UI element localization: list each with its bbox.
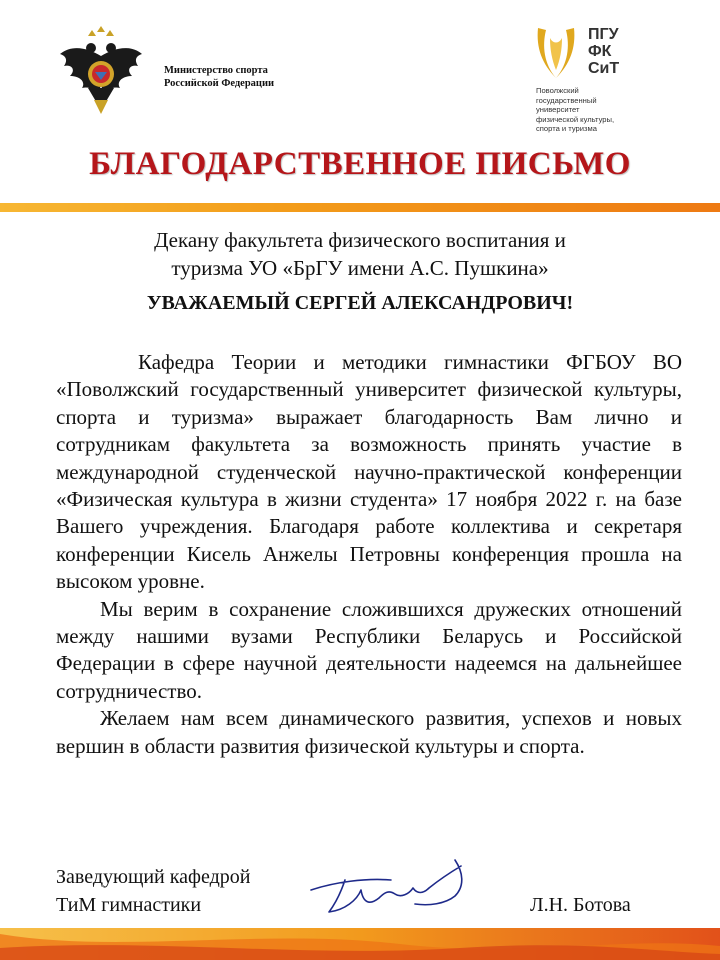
recipient-address: [0, 226, 720, 282]
body-paragraph-1: Кафедра Теории и методики гимнастики ФГБОУ ВО «Поволжский государственный университет физической культуры, спорта и туризма» выражает благодарность Вам лично и сотрудникам факультета за возможность принять участие в международной студенческой научно-практической конференции «Физическая культура в жизни студента» 17 ноября 2022 г. на базе Вашего учреждения. Благодаря работе коллектива и секретаря конференции Кисель Анжелы Петровны конференция прошла на высоком уровне.: [56, 350, 682, 594]
logo-abbreviation: [588, 26, 619, 77]
signatory-position-line-2: ТиМ гимнастики: [56, 894, 202, 916]
signatory-position-line-1: Заведующий кафедрой: [56, 866, 251, 888]
logo-abbr-line-2: ФК: [588, 43, 612, 60]
ministry-line-2: Российской Федерации: [164, 78, 275, 89]
logo-sub-line-3: университет: [536, 105, 580, 114]
decorative-stripe: [0, 203, 720, 212]
university-logo-mark-icon: [534, 24, 578, 82]
letter-body: [56, 349, 682, 760]
logo-sub-line-4: физической культуры,: [536, 114, 615, 124]
university-logo: [534, 24, 664, 134]
greeting: УВАЖАЕМЫЙ СЕРГЕЙ АЛЕКСАНДРОВИЧ!: [146, 292, 574, 314]
handwritten-signature-icon: [305, 850, 485, 922]
signatory-position: [56, 863, 251, 919]
ministry-line-1: Министерство спорта: [164, 65, 268, 76]
recipient-line-1: Декану факультета физического воспитания и: [154, 228, 566, 252]
logo-sub-line-1: Поволжский: [536, 86, 579, 95]
body-paragraph-3: Желаем нам всем динамического развития, успехов и новых вершин в области развития физической культуры и спорта.: [56, 706, 682, 758]
ministry-name: [164, 64, 274, 90]
letter-title: БЛАГОДАРСТВЕННОЕ ПИСЬМО: [89, 146, 631, 182]
signatory-name: Л.Н. Ботова: [530, 894, 631, 916]
coat-of-arms-emblem-icon: [58, 26, 144, 116]
logo-full-name: [536, 86, 614, 134]
logo-sub-line-2: государственный: [536, 95, 597, 105]
logo-abbr-line-1: ПГУ: [588, 26, 619, 43]
decorative-footer-band: [0, 928, 720, 960]
logo-sub-line-5: спорта и туризма: [536, 124, 597, 133]
recipient-line-2: туризма УО «БрГУ имени А.С. Пушкина»: [171, 256, 549, 280]
logo-abbr-line-3: СиТ: [588, 60, 620, 77]
body-paragraph-2: Мы верим в сохранение сложившихся дружеских отношений между нашими вузами Республики Беларусь и Российской Федерации в сфере научной деятельности надеемся на дальнейшее сотрудничество.: [56, 596, 682, 703]
